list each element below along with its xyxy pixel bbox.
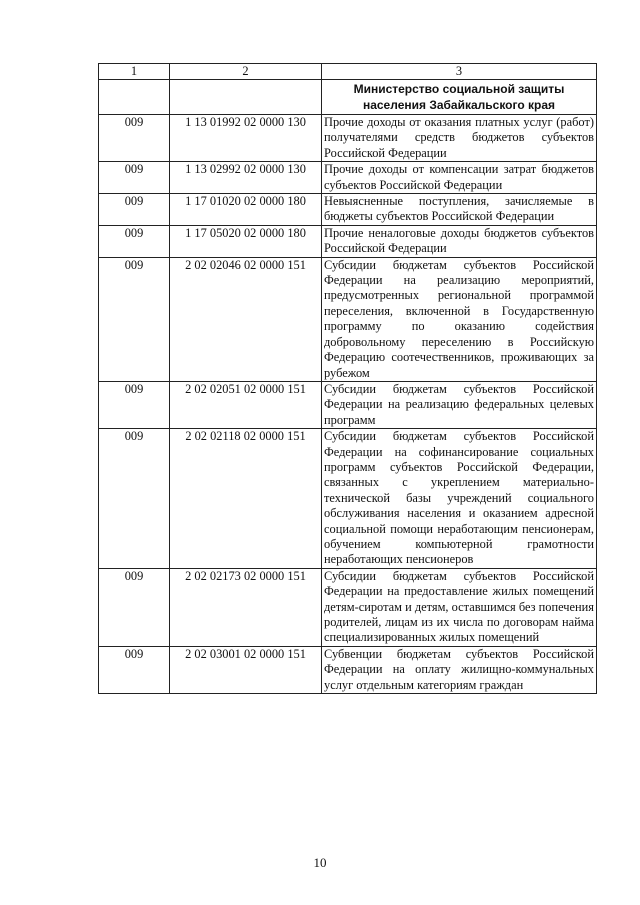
revenue-name-cell: Субвенции бюджетам субъектов Российской Федерации на оплату жилищно-коммунальных услуг отдельным категориям граждан [322, 646, 597, 693]
table-row [99, 225, 597, 257]
table-header [99, 64, 597, 80]
table-row [99, 115, 597, 162]
ministry-name: Министерство социальной защиты населения Забайкальского края [322, 80, 597, 115]
admin-code-cell: 009 [99, 225, 170, 257]
admin-code-cell: 009 [99, 257, 170, 381]
table-row [99, 257, 597, 381]
admin-code-cell: 009 [99, 194, 170, 226]
budget-classification-code-cell: 1 13 02992 02 0000 130 [170, 162, 322, 194]
table-row [99, 646, 597, 693]
budget-classification-code-cell: 2 02 02118 02 0000 151 [170, 429, 322, 569]
revenue-codes-table [98, 63, 597, 694]
revenue-name-cell: Невыясненные поступления, зачисляемые в бюджеты субъектов Российской Федерации [322, 194, 597, 226]
table-row [99, 194, 597, 226]
budget-classification-code-cell: 2 02 03001 02 0000 151 [170, 646, 322, 693]
revenue-name-cell: Субсидии бюджетам субъектов Российской Федерации на предоставление жилых помещений детям-сиротам и детям, оставшимся без попечения родителей, лицам из их числа по договорам найма специализированных жилых помещений [322, 568, 597, 646]
table-row [99, 162, 597, 194]
budget-classification-code-cell: 1 17 01020 02 0000 180 [170, 194, 322, 226]
budget-classification-code-cell: 2 02 02051 02 0000 151 [170, 381, 322, 428]
budget-classification-code-cell: 2 02 02046 02 0000 151 [170, 257, 322, 381]
column-header-1: 1 [99, 64, 170, 80]
column-header-2: 2 [170, 64, 322, 80]
revenue-name-cell: Прочие доходы от компенсации затрат бюджетов субъектов Российской Федерации [322, 162, 597, 194]
admin-code-cell: 009 [99, 429, 170, 569]
table-row [99, 568, 597, 646]
ministry-row [99, 80, 597, 115]
column-header-3: 3 [322, 64, 597, 80]
budget-classification-code-cell: 2 02 02173 02 0000 151 [170, 568, 322, 646]
admin-code-cell: 009 [99, 162, 170, 194]
admin-code-cell: 009 [99, 115, 170, 162]
revenue-name-cell: Субсидии бюджетам субъектов Российской Федерации на реализацию мероприятий, предусмотренных региональной программой переселения, включенной в Государственную программу по оказанию содействия добровольному переселению в Российскую Федерацию соотечественников, проживающих за рубежом [322, 257, 597, 381]
admin-code-cell: 009 [99, 646, 170, 693]
table-row [99, 429, 597, 569]
table-body [99, 80, 597, 694]
revenue-name-cell: Прочие доходы от оказания платных услуг (работ) получателями средств бюджетов субъектов Российской Федерации [322, 115, 597, 162]
table-row [99, 381, 597, 428]
budget-classification-code-cell: 1 13 01992 02 0000 130 [170, 115, 322, 162]
admin-code-cell: 009 [99, 568, 170, 646]
ministry-code-cell [99, 80, 170, 115]
page-number: 10 [313, 855, 327, 870]
budget-classification-code-cell: 1 17 05020 02 0000 180 [170, 225, 322, 257]
revenue-name-cell: Прочие неналоговые доходы бюджетов субъектов Российской Федерации [322, 225, 597, 257]
revenue-name-cell: Субсидии бюджетам субъектов Российской Федерации на реализацию федеральных целевых программ [322, 381, 597, 428]
ministry-kbk-cell [170, 80, 322, 115]
admin-code-cell: 009 [99, 381, 170, 428]
revenue-name-cell: Субсидии бюджетам субъектов Российской Федерации на софинансирование социальных программ субъектов Российской Федерации, связанных с укреплением материально-технической базы учреждений социального обслуживания населения и оказанием адресной социальной помощи неработающим пенсионерам, обучением компьютерной грамотности неработающих пенсионеров [322, 429, 597, 569]
